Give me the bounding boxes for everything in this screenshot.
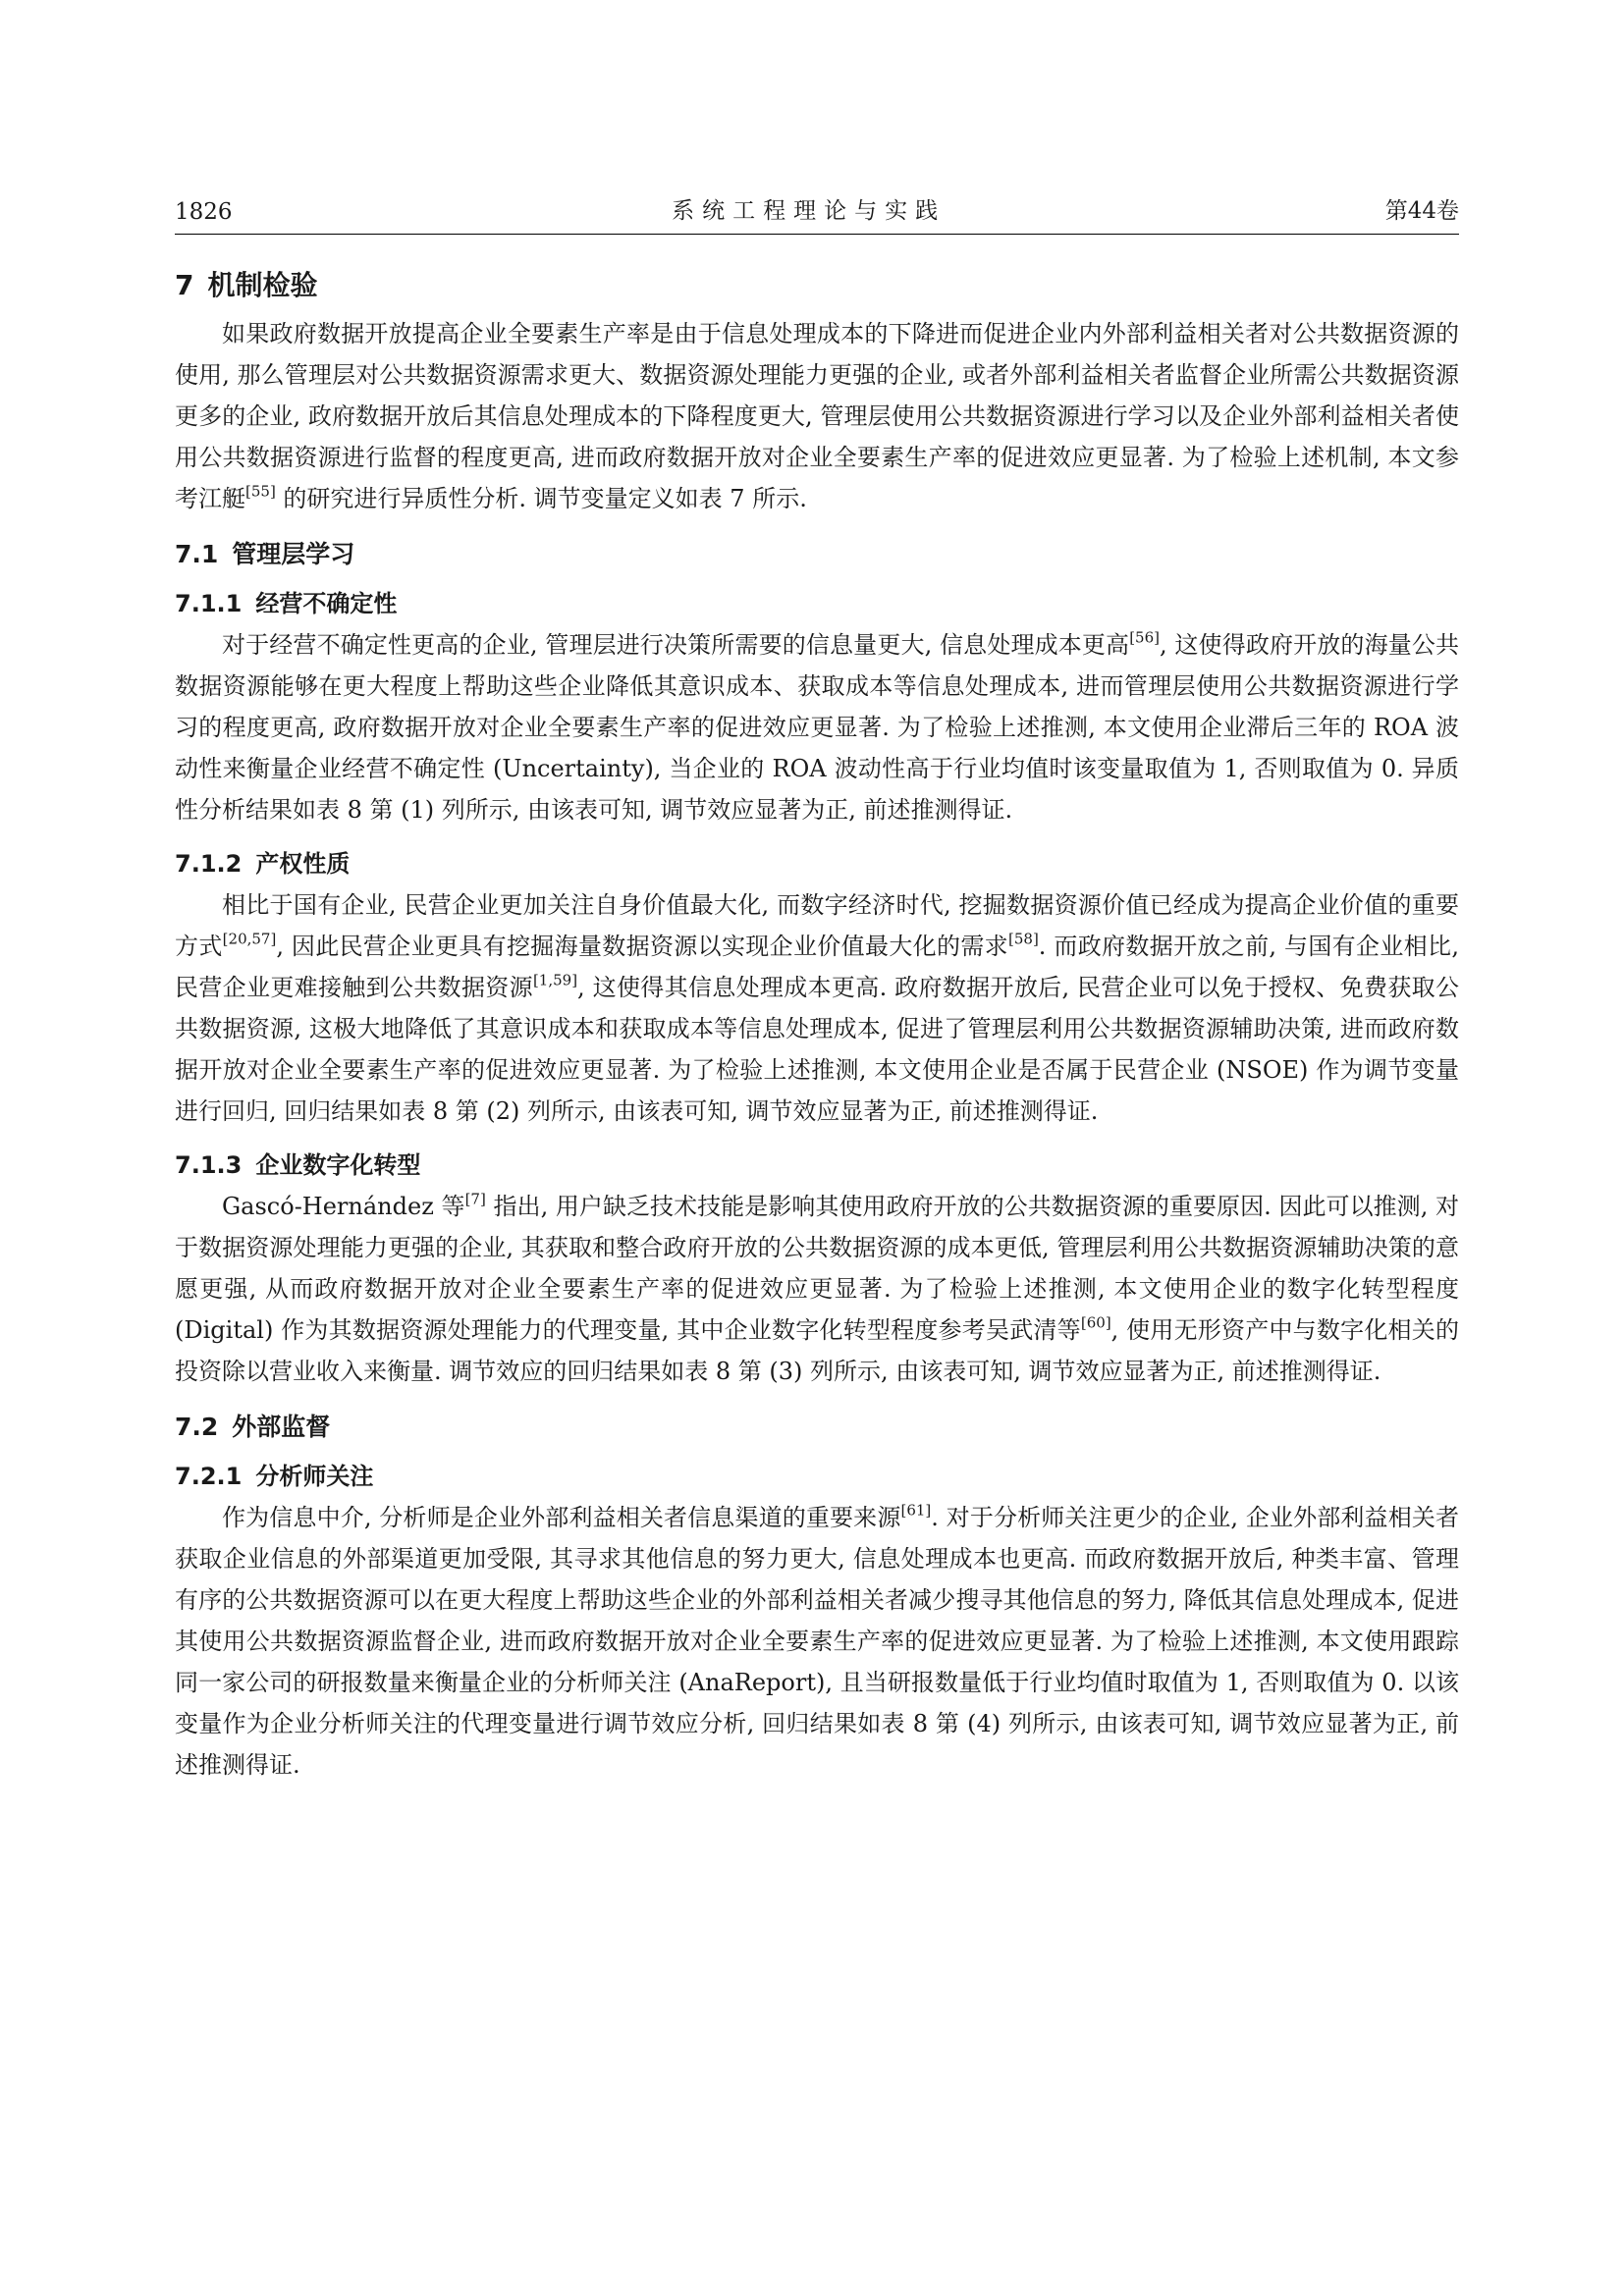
citation: [61]: [900, 1501, 932, 1520]
section-number: 7.1.3: [175, 1151, 243, 1179]
journal-title: 系统工程理论与实践: [672, 198, 947, 224]
section-number: 7.1: [175, 540, 219, 568]
section-number: 7: [175, 269, 194, 301]
section-title: 机制检验: [207, 269, 318, 301]
citation: [1,59]: [532, 971, 578, 989]
paragraph-s7_1_1-0: 对于经营不确定性更高的企业, 管理层进行决策所需要的信息量更大, 信息处理成本更高[56], 这使得政府开放的海量公共数据资源能够在更大程度上帮助这些企业降低其意识成本、获取成本等信息处理成本, 进而管理层使用公共数据资源进行学习的程度更高, 政府数据开放对企业全要素生产率的促进效应更显著. 为了检验上述推测, 本文使用企业滞后三年的 ROA 波动性来衡量企业经营不确定性 (Uncertainty), 当企业的 ROA 波动性高于行业均值时该变量取值为 1, 否则取值为 0. 异质性分析结果如表 8 第 (1) 列所示, 由该表可知, 调节效应显著为正, 前述推测得证.: [175, 628, 1460, 824]
paragraph-s7_2_1-0: 作为信息中介, 分析师是企业外部利益相关者信息渠道的重要来源[61]. 对于分析师关注更少的企业, 企业外部利益相关者获取企业信息的外部渠道更加受限, 其寻求其他信息的努力更大, 信息处理成本也更高. 而政府数据开放后, 种类丰富、管理有序的公共数据资源可以在更大程度上帮助这些企业的外部利益相关者减少搜寻其他信息的努力, 降低其信息处理成本, 促进其使用公共数据资源监督企业, 进而政府数据开放对企业全要素生产率的促进效应更显著. 为了检验上述推测, 本文使用跟踪同一家公司的研报数量来衡量企业的分析师关注 (AnaReport), 且当研报数量低于行业均值时取值为 1, 否则取值为 0. 以该变量作为企业分析师关注的代理变量进行调节效应分析, 回归结果如表 8 第 (4) 列所示, 由该表可知, 调节效应显著为正, 前述推测得证.: [175, 1501, 1459, 1779]
paper-page: [175, 192, 1459, 1786]
running-header: [175, 192, 1459, 235]
section-number: 7.2.1: [175, 1463, 243, 1490]
section-title: 分析师关注: [255, 1463, 374, 1490]
section-number: 7.1.1: [175, 590, 243, 617]
volume-label: 第44卷: [1384, 198, 1459, 224]
section-heading-s7_2: [175, 1408, 1459, 1443]
section-title: 外部监督: [232, 1413, 331, 1441]
page-number: 1826: [175, 199, 233, 225]
section-title: 经营不确定性: [255, 590, 398, 617]
section-heading-s7_1_2: [175, 844, 1459, 879]
paragraph-s7-0: 如果政府数据开放提高企业全要素生产率是由于信息处理成本的下降进而促进企业内外部利益相关者对公共数据资源的使用, 那么管理层对公共数据资源需求更大、数据资源处理能力更强的企业, 或者外部利益相关者监督企业所需公共数据资源更多的企业, 政府数据开放后其信息处理成本的下降程度更大, 管理层使用公共数据资源进行学习以及企业外部利益相关者使用公共数据资源进行监督的程度更高, 进而政府数据开放对企业全要素生产率的促进效应更显著. 为了检验上述机制, 本文参考江艇[55] 的研究进行异质性分析. 调节变量定义如表 7 所示.: [175, 320, 1459, 512]
section-heading-s7_1: [175, 535, 1459, 570]
citation: [60]: [1080, 1313, 1111, 1332]
section-heading-s7: [175, 264, 1459, 303]
paragraph-s7_1_2-0: 相比于国有企业, 民营企业更加关注自身价值最大化, 而数字经济时代, 挖掘数据资源价值已经成为提高企业价值的重要方式[20,57], 因此民营企业更具有挖掘海量数据资源以实现企业价值最大化的需求[58]. 而政府数据开放之前, 与国有企业相比, 民营企业更难接触到公共数据资源[1,59], 这使得其信息处理成本更高. 政府数据开放后, 民营企业可以免于授权、免费获取公共数据资源, 这极大地降低了其意识成本和获取成本等信息处理成本, 促进了管理层利用公共数据资源辅助决策, 进而政府数据开放对企业全要素生产率的促进效应更显著. 为了检验上述推测, 本文使用企业是否属于民营企业 (NSOE) 作为调节变量进行回归, 回归结果如表 8 第 (2) 列所示, 由该表可知, 调节效应显著为正, 前述推测得证.: [175, 891, 1459, 1125]
section-heading-s7_1_3: [175, 1146, 1459, 1180]
citation: [7]: [464, 1190, 486, 1208]
citation: [58]: [1008, 930, 1039, 948]
citation: [56]: [1129, 628, 1160, 647]
paragraph-s7_1_3-0: Gascó-Hernández 等[7] 指出, 用户缺乏技术技能是影响其使用政府开放的公共数据资源的重要原因. 因此可以推测, 对于数据资源处理能力更强的企业, 其获取和整合政府开放的公共数据资源的成本更低, 管理层利用公共数据资源辅助决策的意愿更强, 从而政府数据开放对企业全要素生产率的促进效应更显著. 为了检验上述推测, 本文使用企业的数字化转型程度 (Digital) 作为其数据资源处理能力的代理变量, 其中企业数字化转型程度参考吴武清等[60], 使用无形资产中与数字化相关的投资除以营业收入来衡量. 调节效应的回归结果如表 8 第 (3) 列所示, 由该表可知, 调节效应显著为正, 前述推测得证.: [175, 1190, 1460, 1385]
section-heading-s7_1_1: [175, 584, 1459, 618]
citation: [55]: [245, 482, 276, 501]
section-title: 产权性质: [255, 850, 351, 878]
section-number: 7.2: [175, 1413, 219, 1441]
section-heading-s7_2_1: [175, 1457, 1459, 1491]
citation: [20,57]: [222, 930, 277, 948]
paper-body: [175, 264, 1459, 1786]
section-title: 管理层学习: [232, 540, 355, 568]
section-title: 企业数字化转型: [255, 1151, 421, 1179]
section-number: 7.1.2: [175, 850, 243, 878]
